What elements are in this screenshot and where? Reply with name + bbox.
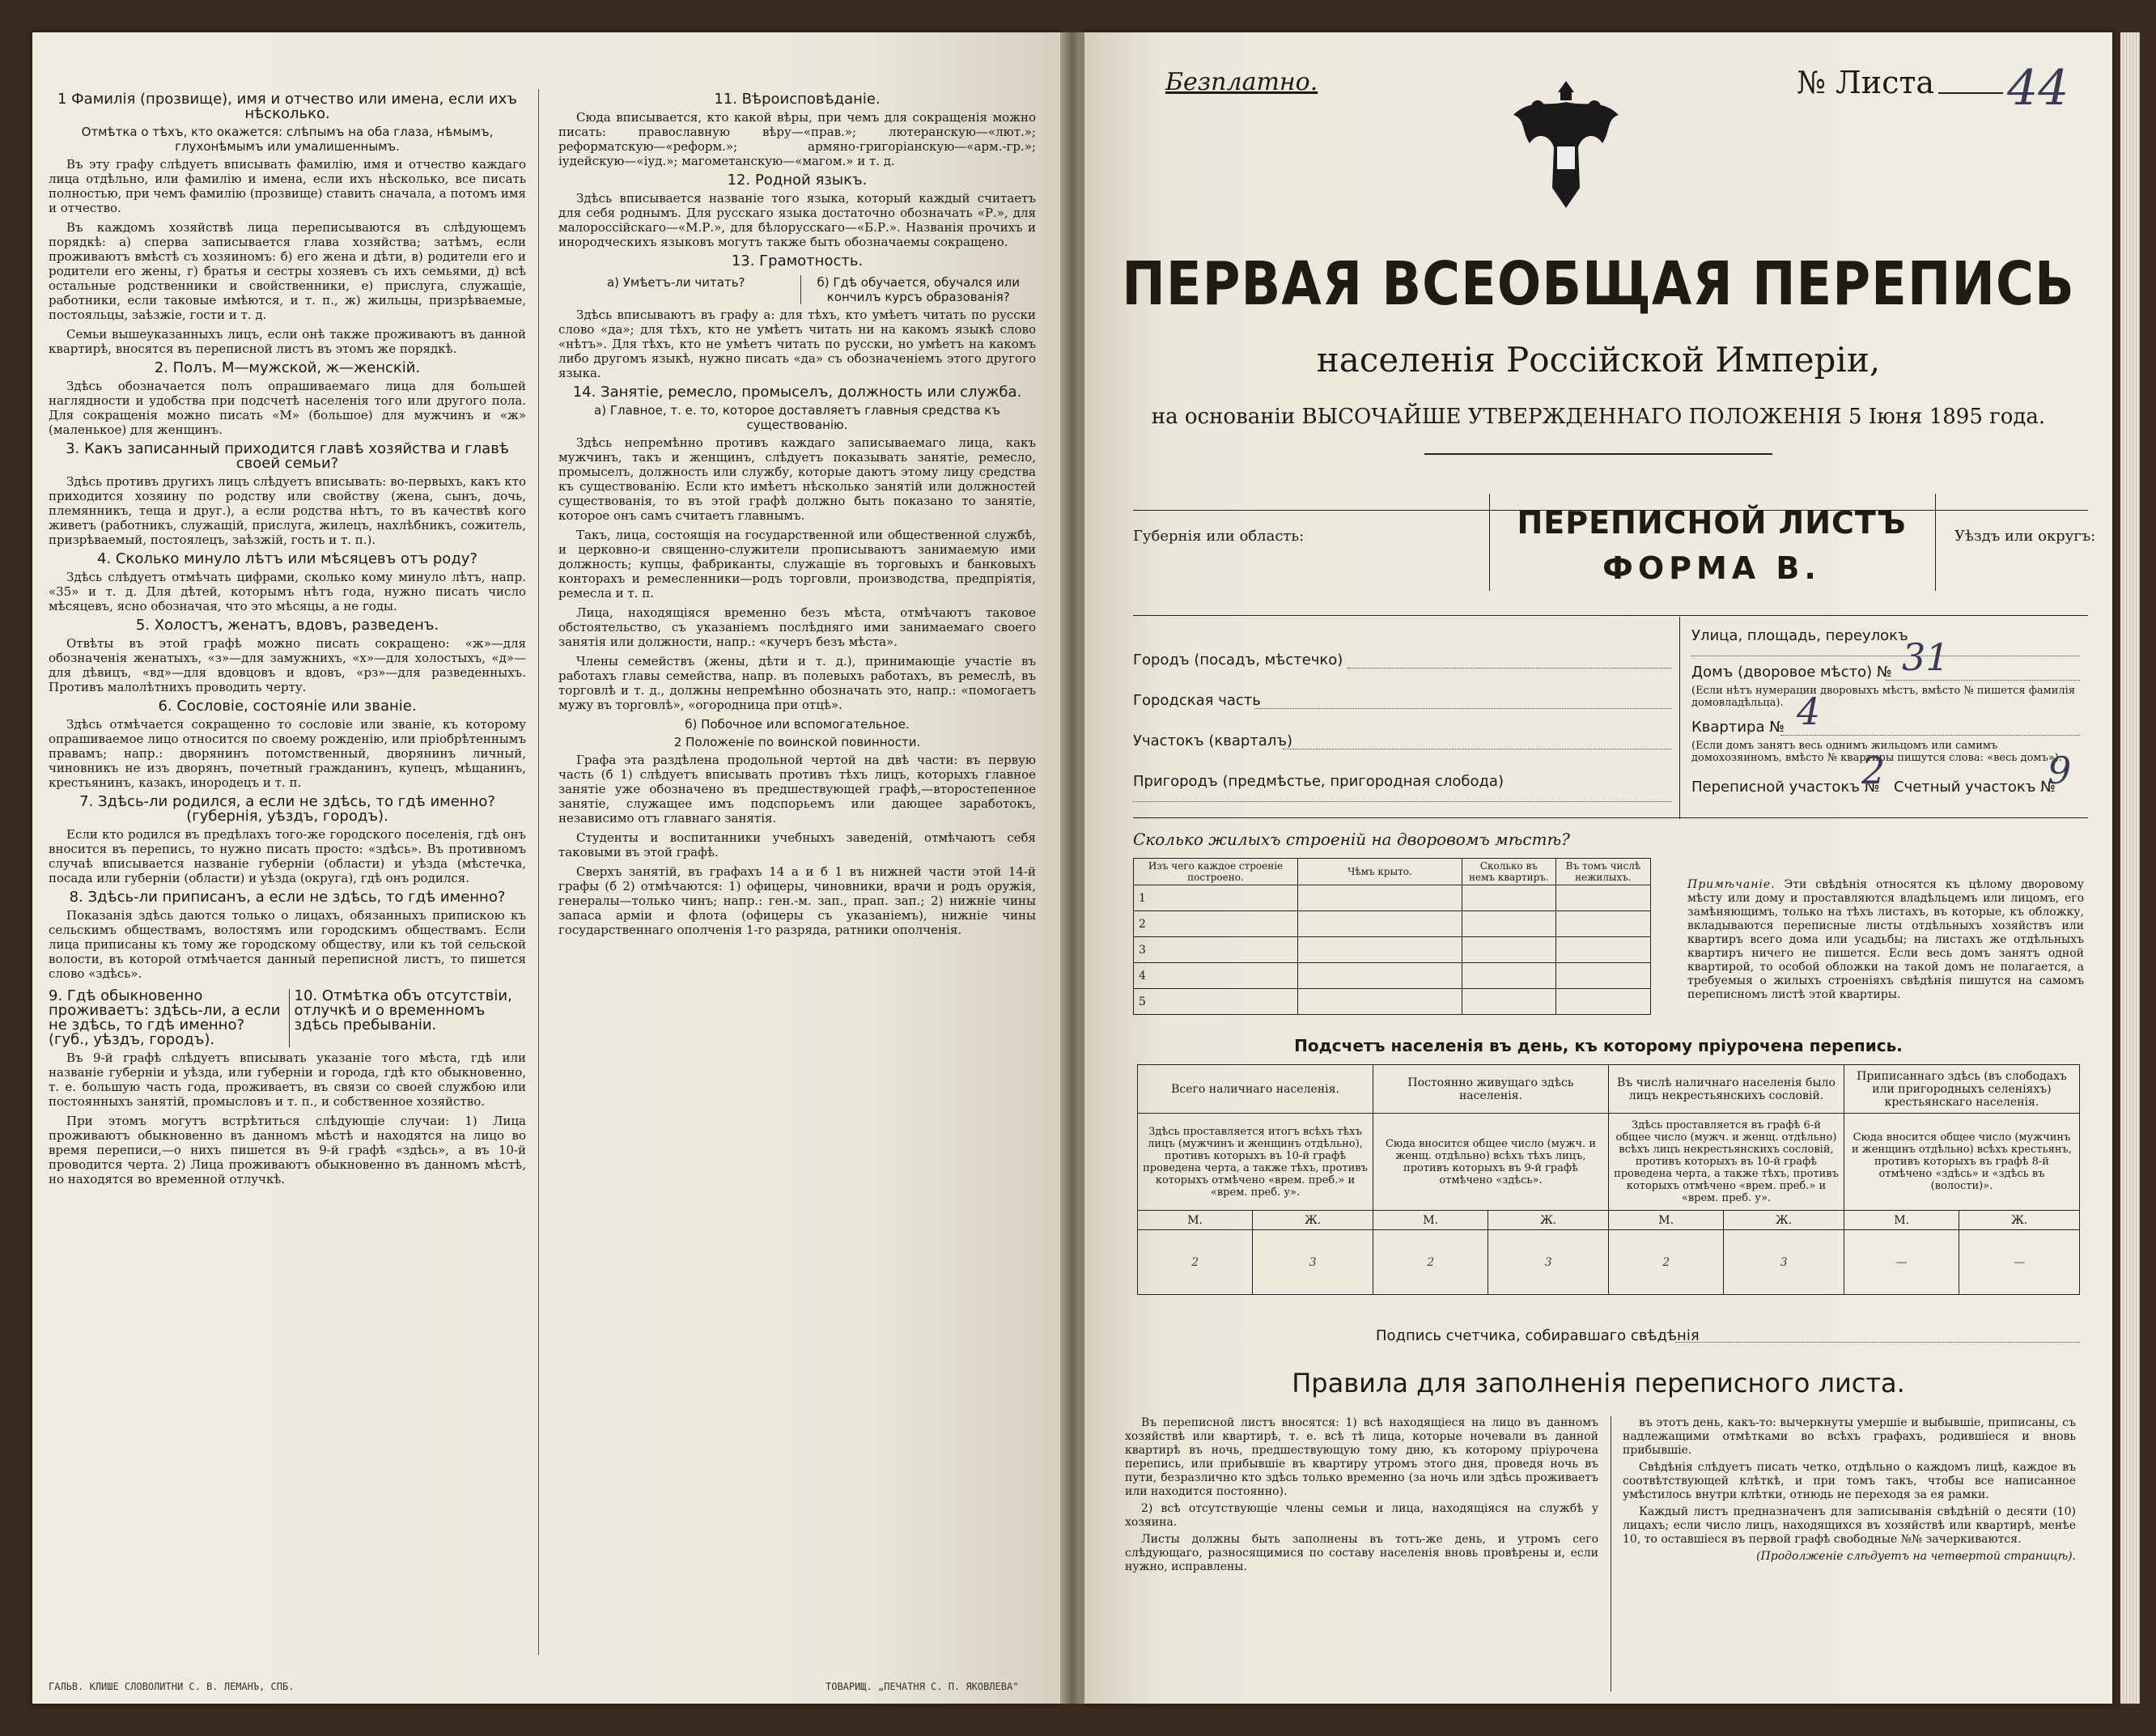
dom-note: (Если нѣтъ нумерации дворовыхъ мѣстъ, вмѣсто № пишется фамилія домовладѣльца).	[1691, 685, 2076, 709]
gorod-label: Городъ (посадъ, мѣстечко)	[1133, 652, 1343, 669]
dom-field[interactable]	[1886, 680, 2080, 681]
sheet-number-label: № Листа	[1797, 65, 1935, 100]
count-value[interactable]: 2	[1138, 1230, 1253, 1295]
buildings-header: Въ томъ числѣ нежилыхъ.	[1555, 859, 1650, 885]
heading-14b: б) Побочное или вспомогательное.	[685, 717, 910, 732]
sex-female-header: Ж.	[1959, 1211, 2080, 1230]
paragraph: Такъ, лица, состоящія на государственной или общественной службѣ, и церковно-и священно-служители прописываютъ занимаемую ими должность; купцы, фабриканты, служащіе въ торговыхъ и банковыхъ конторахъ и ремесленники—родъ торговли, производства, предпріятія, ремесла и т. п.	[558, 528, 1036, 601]
rules-paragraph: Свѣдѣнія слѣдуетъ писать четко, отдѣльно о каждомъ лицѣ, каждое въ соотвѣтствующей клѣткѣ, и при томъ такъ, чтобы все написанное умѣстилось внутри клѣтки, отнюдь не переходя за ея рамки.	[1623, 1461, 2076, 1501]
paragraph: Здѣсь вписывается названіе того языка, который каждый считаетъ для себя роднымъ. Для русскаго языка достаточно обозначать «Р.», для малороссійскаго—«М.Р.», для бѣлорусскаго—«Б.Р.». Названія прочихъ и инородческихъ языковъ могутъ также быть обозначаемы сокращено.	[558, 191, 1036, 249]
paragraph: Студенты и воспитанники учебныхъ заведеній, отмѣчаютъ себя таковыми въ этой графѣ.	[558, 830, 1036, 860]
count-description: Сюда вносится общее число (мужч. и женщ. отдѣльно) всѣхъ тѣхъ лицъ, противъ которыхъ въ 9-й графѣ отмѣчено «здѣсь».	[1373, 1114, 1608, 1211]
paragraph: Здѣсь непремѣнно противъ каждаго записываемаго лица, какъ мужчинъ, такъ и женщинъ, слѣдуетъ показывать занятіе, ремесло, промыселъ, должность или службу, которые даютъ этому лицу средства къ существованію. Если кто имѣетъ нѣсколько занятій или должностей существованія, то въ этой графѣ должно быть показано то занятіе, которое онъ самъ считаетъ главнымъ.	[558, 435, 1036, 523]
heading-14: 14. Занятіе, ремесло, промыселъ, должность или служба.	[572, 384, 1022, 401]
heading-14c: 2 Положеніе по воинской повинности.	[673, 735, 921, 749]
sex-female-header: Ж.	[1724, 1211, 1844, 1230]
rules-paragraph: въ этотъ день, какъ-то: вычеркнуты умершіе и выбывшіе, приписаны, съ надлежащими отмѣтками во всѣхъ графахъ, родившіеся и вновь прибывшіе.	[1623, 1416, 2076, 1457]
census-title: ПЕРВАЯ ВСЕОБЩАЯ ПЕРЕПИСЬ	[1122, 250, 2075, 320]
paragraph: При этомъ могутъ встрѣтиться слѣдующіе случаи: 1) Лица проживаютъ обыкновенно въ данномъ мѣстѣ и находятся на лицо во время переписи,—о нихъ пишется въ 9-й графѣ «здѣсь», а въ 10-й проводится черта. 2) Лица проживаютъ обыкновенно въ данномъ мѣстѣ, но находятся во временной отлучкѣ.	[49, 1114, 526, 1186]
table-cell[interactable]	[1555, 911, 1650, 937]
kvartira-label: Квартира №	[1691, 719, 1785, 736]
kvartira-value: 4	[1797, 690, 1821, 733]
heading-13: 13. Грамотность.	[731, 253, 864, 270]
paragraph: Члены семействъ (жены, дѣти и т. д.), принимающіе участіе въ работахъ главы семейства, напр. въ полевыхъ работахъ, въ ремеслѣ, въ торговлѣ и т. д., должны непремѣнно обозначать это, напр.: «помогаетъ мужу въ торговлѣ», «огородница при отцѣ».	[558, 654, 1036, 712]
paragraph: Въ каждомъ хозяйствѣ лица переписываются въ слѣдующемъ порядкѣ: а) сперва записывается глава хозяйства; затѣмъ, если проживаютъ вмѣстѣ съ хозяиномъ: б) его жена и дѣти, в) родители его и родители его жены, г) братья и сестры хозяевъ съ ихъ семьями, д) всѣ остальные родственники и свойственники, е) прислуга, служащіе, работники, если таковые имѣются, и т. п., ж) жильцы, призрѣваемые, постояльцы, заѣзжіе, гости и т. д.	[49, 220, 526, 322]
census-subtitle: населенія Россійской Имперіи,	[1316, 340, 1881, 380]
heading-3: 3. Какъ записанный приходится главѣ хозяйства и главѣ своей семьи?	[66, 440, 509, 472]
paragraph: Здѣсь вписываютъ въ графу а: для тѣхъ, кто умѣетъ читать по русски слово «да»; для тѣхъ, кто не умѣетъ читать ни на какомъ языкѣ слово «нѣтъ». Для тѣхъ, кто не умѣетъ читать по русски, но умѣетъ на какомъ либо другомъ языкѣ, нужно писать «да» съ обозначеніемъ этого другого языка.	[558, 308, 1036, 380]
rules-column-right	[1623, 1416, 2076, 1567]
table-cell[interactable]	[1298, 937, 1462, 963]
paragraph: Графа эта раздѣлена продольной чертой на двѣ части: въ первую часть (б 1) слѣдуетъ вписывать противъ тѣхъ лицъ, которыхъ главное занятіе уже обозначено въ предшествующей графѣ,—второстепенное занятіе, служащее имъ подспорьемъ или дающее заработокъ, независимо отъ главнаго занятія.	[558, 753, 1036, 826]
perepisnoy-uchastok-label: Переписной участокъ №	[1691, 779, 1880, 796]
heading-13-row	[558, 272, 1036, 308]
buildings-header: Изъ чего каждое строеніе построено.	[1134, 859, 1298, 885]
rules-title: Правила для заполненія переписного листа.	[1292, 1368, 1905, 1399]
rules-paragraph: Листы должны быть заполнены въ тотъ-же день, и утромъ сего слѣдующаго, разносящимися по составу населенія вновь провѣрены и, если нужно, исправлены.	[1125, 1533, 1598, 1573]
prigorod-label: Пригородъ (предмѣстье, пригородная слобода)	[1133, 773, 1504, 790]
paragraph: Здѣсь противъ другихъ лицъ слѣдуетъ вписывать: во-первыхъ, какъ кто приходится хозяину по родству или свойству (жена, сынъ, дочь, племянникъ, теща и друг.), а если родства нѣтъ, то въ качествѣ кого живетъ (работникъ, служащій, прислуга, жилецъ, нахлѣбникъ, сожитель, призрѣваемый, постоялецъ, заѣзжій, гость и т. п.).	[49, 474, 526, 547]
table-cell[interactable]	[1462, 937, 1556, 963]
kvartira-field[interactable]	[1780, 735, 2080, 736]
count-value[interactable]: 2	[1608, 1230, 1723, 1295]
heading-1: 1 Фамилія (прозвище), имя и отчество или имена, если ихъ нѣсколько.	[57, 91, 517, 122]
rules-paragraph: 2) всѣ отсутствующіе члены семьи и лица, находящіяся на службѣ у хозяина.	[1125, 1502, 1598, 1529]
free-label: Безплатно.	[1165, 68, 1318, 96]
count-value[interactable]: 3	[1724, 1230, 1844, 1295]
sex-male-header: М.	[1844, 1211, 1959, 1230]
count-description: Сюда вносится общее число (мужчинъ и женщинъ отдѣльно) всѣхъ крестьянъ, противъ которыхъ въ графѣ 8-й отмѣчено «здѣсь» и «здѣсь въ (волости)».	[1844, 1114, 2079, 1211]
table-cell[interactable]	[1298, 885, 1462, 911]
imperial-eagle-emblem	[1505, 74, 1627, 220]
handwritten-page-number: 44	[2007, 60, 2069, 117]
heading-6: 6. Сословіе, состояніе или званіе.	[158, 698, 417, 715]
schetny-uchastok-label: Счетный участокъ №	[1894, 779, 2056, 796]
census-legal-basis: на основаніи ВЫСОЧАЙШЕ УТВЕРЖДЕННАГО ПОЛОЖЕНІЯ 5 Іюня 1895 года.	[1151, 405, 2046, 429]
table-cell[interactable]	[1462, 989, 1556, 1015]
note-text: Эти свѣдѣнія относятся къ цѣлому дворовому мѣсту или дому и проставляются владѣльцемъ или лицомъ, его замѣняющимъ, только на тѣхъ листахъ, въ которые, къ обложку, вкладываются переписные листы отдѣльныхъ хозяйствъ или квартиръ всего дома или усадьбы; на листахъ же отдѣльныхъ квартиръ ничего не пишется. Если весь домъ занятъ одной квартирой, то особой обложки на такой домъ не полагается, а требуемыя о жилыхъ строеніяхъ свѣдѣнія пишутся на самомъ переписномъ листѣ этой квартиры.	[1687, 878, 2085, 1001]
paragraph: Если кто родился въ предѣлахъ того-же городского поселенія, гдѣ онъ вносится въ перепись, то нужно писать просто: «здѣсь». Въ противномъ случаѣ вписывается названіе губерніи (области) и уѣзда (мѣстечка, посада или губерніи (области) и уѣзда (округа), гдѣ онъ родился.	[49, 827, 526, 885]
paragraph: Здѣсь слѣдуетъ отмѣчать цифрами, сколько кому минуло лѣтъ, напр. «35» и т. д. Для дѣтей, которымъ нѣтъ года, нужно писать число мѣсяцевъ, ясно обозначая, что это мѣсяцы, а не годы.	[49, 570, 526, 613]
uezd-label: Уѣздъ или округъ:	[1954, 528, 2096, 545]
sex-female-header: Ж.	[1488, 1211, 1609, 1230]
heading-9: 9. Гдѣ обыкновенно проживаетъ: здѣсь-ли, а если не здѣсь, то гдѣ именно? (губ., уѣздъ, городъ).	[49, 987, 281, 1048]
heading-4: 4. Сколько минуло лѣтъ или мѣсяцевъ отъ роду?	[97, 550, 477, 567]
printer-imprint-left: ГАЛЬВ. КЛИШЕ СЛОВОЛИТНИ С. В. ЛЕМАНЪ, СПБ.	[49, 1681, 295, 1692]
buildings-header: Чѣмъ крыто.	[1298, 859, 1462, 885]
list-title: ПЕРЕПИСНОЙ ЛИСТЪ	[1517, 505, 1907, 541]
table-cell[interactable]	[1555, 885, 1650, 911]
table-cell[interactable]	[1555, 989, 1650, 1015]
schetny-uchastok-value: 9	[2048, 749, 2072, 792]
title-rule	[1424, 453, 1772, 455]
ulitsa-label: Улица, площадь, переулокъ	[1691, 627, 1908, 644]
table-cell[interactable]	[1298, 911, 1462, 937]
heading-9-10-row	[49, 986, 526, 1051]
buildings-table	[1133, 858, 1651, 1015]
heading-1b: Отмѣтка о тѣхъ, кто окажется: слѣпымъ на оба глаза, нѣмымъ, глухонѣмымъ или умалишеннымъ.	[81, 125, 494, 154]
form-title: ФОРМА В.	[1602, 550, 1821, 586]
count-title: Подсчетъ населенія въ день, къ которому пріурочена перепись.	[1294, 1036, 1903, 1055]
paragraph: Семьи вышеуказанныхъ лицъ, если онѣ также проживаютъ въ данной квартирѣ, вносятся въ переписной листъ въ этомъ же порядкѣ.	[49, 327, 526, 356]
table-cell[interactable]	[1298, 989, 1462, 1015]
paragraph: Сюда вписывается, кто какой вѣры, при чемъ для сокращенія можно писать: православную вѣру—«прав.»; лютеранскую—«лют.»; реформатскую—«реформ.»; армяно-григоріанскую—«арм.-гр.»; іудейскую—«іуд.»; магометанскую—«магом.» и т. д.	[558, 110, 1036, 168]
gorodskaya-chast-label: Городская часть	[1133, 692, 1261, 709]
count-description: Здѣсь проставляется въ графѣ 6-й общее число (мужч. и женщ. отдѣльно) всѣхъ лицъ некрестьянскихъ сословій, противъ которыхъ въ 10-й графѣ проведена черта, а также тѣхъ, противъ которыхъ отмѣчено «врем. преб.» и «врем. преб. у».	[1608, 1114, 1844, 1211]
sex-female-header: Ж.	[1253, 1211, 1373, 1230]
rules-paragraph: Въ переписной листъ вносятся: 1) всѣ находящіеся на лицо въ данномъ хозяйствѣ или квартирѣ, т. е. всѣ тѣ лица, которые ночевали въ данной квартирѣ въ ночь, предшествующую тому дню, къ которому пріурочена перепись, или прибывшіе въ квартиру утромъ этого дня, проведя ночь въ пути, безразлично кто здѣсь только временно (за ночь или здѣсь проживаетъ или находится постоянно).	[1125, 1416, 1598, 1498]
count-value[interactable]: 3	[1253, 1230, 1373, 1295]
address-divider	[1679, 617, 1680, 819]
sex-male-header: М.	[1608, 1211, 1723, 1230]
stacked-page-edges	[2120, 32, 2140, 1704]
rules-column-left	[1125, 1416, 1598, 1577]
count-header: Всего наличнаго населенія.	[1138, 1065, 1373, 1114]
heading-13a: а) Умѣетъ-ли читать?	[606, 275, 745, 290]
signature-field[interactable]	[1675, 1342, 2080, 1343]
sex-male-header: М.	[1138, 1211, 1253, 1230]
gorod-field[interactable]	[1348, 668, 1671, 669]
paragraph: Здѣсь отмѣчается сокращенно то сословіе или званіе, къ которому опрашиваемое лицо относится по своему рожденію, или пріобрѣтеннымъ правамъ; напр.: дворянинъ потомственный, дворянинъ личный, чиновникъ не изъ дворянъ, почетный гражданинъ, купецъ, мѣщанинъ, крестьянинъ, казакъ, инородецъ и т. п.	[49, 717, 526, 790]
table-cell[interactable]	[1462, 885, 1556, 911]
count-value[interactable]: 3	[1488, 1230, 1609, 1295]
count-description: Здѣсь проставляется итогъ всѣхъ тѣхъ лицъ (мужчинъ и женщинъ отдѣльно), противъ которыхъ въ 10-й графѣ проведена черта, а также тѣхъ, противъ которыхъ отмѣчено «врем. преб.» и «врем. преб. у».	[1138, 1114, 1373, 1211]
paragraph: Отвѣты въ этой графѣ можно писать сокращено: «ж»—для обозначенія женатыхъ, «з»—для замужнихъ, «х»—для холостыхъ, «д»—для дѣвицъ, «вд»—для вдовцовъ и вдовъ, «рз»—для разведенныхъ. Противъ малолѣтнихъ проводить черту.	[49, 636, 526, 694]
dom-label: Домъ (дворовое мѣсто) №	[1691, 664, 1892, 681]
table-cell[interactable]	[1298, 963, 1462, 989]
instructions-column-1	[49, 89, 526, 1655]
column-divider	[538, 89, 539, 1655]
paragraph: Здѣсь обозначается полъ опрашиваемаго лица для большей наглядности и удобства при подсчетѣ населенія того или другого пола. Для сокращенія можно писать «М» (большое) для мужчинъ и «ж» (маленькое) для женщинъ.	[49, 379, 526, 437]
buildings-note	[1687, 878, 2084, 1002]
uchastok-label: Участокъ (кварталъ)	[1133, 732, 1293, 749]
table-cell[interactable]	[1462, 911, 1556, 937]
population-count-table	[1137, 1064, 2080, 1295]
paragraph: Въ эту графу слѣдуетъ вписывать фамилію, имя и отчество каждаго лица отдѣльно, или фамилію и имена, если ихъ нѣсколько, все писать полностью, при чемъ фамилію (прозвище) ставить сначала, а потомъ имя и отчество.	[49, 157, 526, 215]
count-value[interactable]: 2	[1373, 1230, 1488, 1295]
count-value[interactable]: —	[1959, 1230, 2080, 1295]
paragraph: Лица, находящіяся временно безъ мѣста, отмѣчаютъ таковое обстоятельство, съ указаніемъ послѣдняго ими занимаемаго своего занятія или должности, напр.: «кучеръ безъ мѣста».	[558, 605, 1036, 649]
prigorod-field[interactable]	[1133, 801, 1671, 802]
signature-label: Подпись счетчика, собиравшаго свѣдѣнія	[1376, 1327, 1700, 1344]
right-page	[1084, 32, 2112, 1704]
table-cell[interactable]	[1555, 963, 1650, 989]
note-label: Примѣчаніе.	[1687, 878, 1776, 891]
heading-7: 7. Здѣсь-ли родился, а если не здѣсь, то гдѣ именно? (губернія, уѣздъ, городъ).	[79, 793, 495, 825]
kvartira-note: (Если домъ занятъ весь однимъ жильцомъ или самимъ домохозяиномъ, вмѣсто № квартиры пишутся слова: «весь домъ»).	[1691, 740, 2062, 764]
sex-male-header: М.	[1373, 1211, 1488, 1230]
count-header: Въ числѣ наличнаго населенія было лицъ некрестьянскихъ сословій.	[1608, 1065, 1844, 1114]
count-header: Постоянно живущаго здѣсь населенія.	[1373, 1065, 1608, 1114]
heading-2: 2. Полъ. М—мужской, ж—женскій.	[154, 359, 421, 376]
heading-11: 11. Вѣроисповѣданіе.	[714, 91, 881, 108]
count-header: Приписаннаго здѣсь (въ слободахъ или пригородныхъ селеніяхъ) крестьянскаго населенія.	[1844, 1065, 2079, 1114]
paragraph: Въ 9-й графѣ слѣдуетъ вписывать указаніе того мѣста, гдѣ или названіе губерніи и уѣзда, или губерніи и города, гдѣ кто обыкновенно, т. е. большую часть года, проживаетъ, въ связи со своей службою или постоянныхъ занятій, промысловъ и т. п., и собственное хозяйство.	[49, 1051, 526, 1109]
address-rule	[1133, 615, 2088, 616]
count-value[interactable]: —	[1844, 1230, 1959, 1295]
table-cell[interactable]	[1555, 937, 1650, 963]
paragraph: Показанія здѣсь даются только о лицахъ, обязанныхъ припискою къ сельскимъ обществамъ, волостямъ или городскимъ обществамъ. Если лица приписаны къ тому же городскому обществу, или къ той сельской волости, въ которой отмѣчается данный переписной листъ, то пишется слово «здѣсь».	[49, 908, 526, 981]
perepisnoy-uchastok-value: 2	[1861, 749, 1886, 792]
instructions-column-2	[558, 89, 1036, 1655]
heading-8: 8. Здѣсь-ли приписанъ, а если не здѣсь, то гдѣ именно?	[69, 889, 506, 906]
gorodskaya-chast-field[interactable]	[1254, 708, 1671, 709]
buildings-question: Сколько жилыхъ строеній на дворовомъ мѣстѣ?	[1133, 830, 1570, 849]
buildings-row-number: 5	[1134, 989, 1298, 1015]
dom-value: 31	[1902, 635, 1950, 679]
heading-13b: б) Гдѣ обучается, обучался или кончилъ курсъ образованія?	[800, 275, 1037, 304]
paragraph: Сверхъ занятій, въ графахъ 14 а и б 1 въ нижней части этой 14-й графы (б 2) отмѣчаются: 1) офицеры, чиновники, врачи и родъ оружія, генералы—только чинъ; напр.: ген.-м. зап., прап. зап.; 2) нижніе чины запаса армiи и флота (офицеры съ указаніемъ), нижніе чины государственнаго ополченія 1-го разряда, ратники ополченія.	[558, 864, 1036, 937]
buildings-row-number: 3	[1134, 937, 1298, 963]
table-cell[interactable]	[1462, 963, 1556, 989]
rules-paragraph: Каждый листъ предназначенъ для записыванія свѣдѣній о десяти (10) лицахъ; если число лицъ, находящихся въ хозяйствѣ или квартирѣ, менѣе 10, то оставшіеся въ первой графѣ свободные №№ зачеркиваются.	[1623, 1505, 2076, 1546]
buildings-row-number: 4	[1134, 963, 1298, 989]
buildings-row-number: 2	[1134, 911, 1298, 937]
address-rule-bottom	[1133, 817, 2088, 818]
guberniya-label: Губернія или область:	[1133, 528, 1305, 545]
printer-imprint-right: ТОВАРИЩ. „ПЕЧАТНЯ С. П. ЯКОВЛЕВА"	[825, 1681, 1019, 1692]
buildings-header: Сколько въ немъ квартиръ.	[1462, 859, 1556, 885]
heading-10: 10. Отмѣтка объ отсутствіи, отлучкѣ и о временномъ здѣсь пребываніи.	[289, 989, 527, 1047]
left-page	[32, 32, 1060, 1704]
sheet-number-line	[1938, 92, 2003, 94]
heading-14a: а) Главное, т. е. то, которое доставляетъ главныя средства къ существованію.	[594, 403, 1000, 432]
book-spine	[1060, 32, 1084, 1704]
heading-5: 5. Холостъ, женатъ, вдовъ, разведенъ.	[135, 617, 439, 634]
buildings-row-number: 1	[1134, 885, 1298, 911]
rules-continuation: (Продолженіе слѣдуетъ на четвертой страницѣ).	[1756, 1550, 2076, 1563]
heading-12: 12. Родной языкъ.	[727, 172, 868, 189]
